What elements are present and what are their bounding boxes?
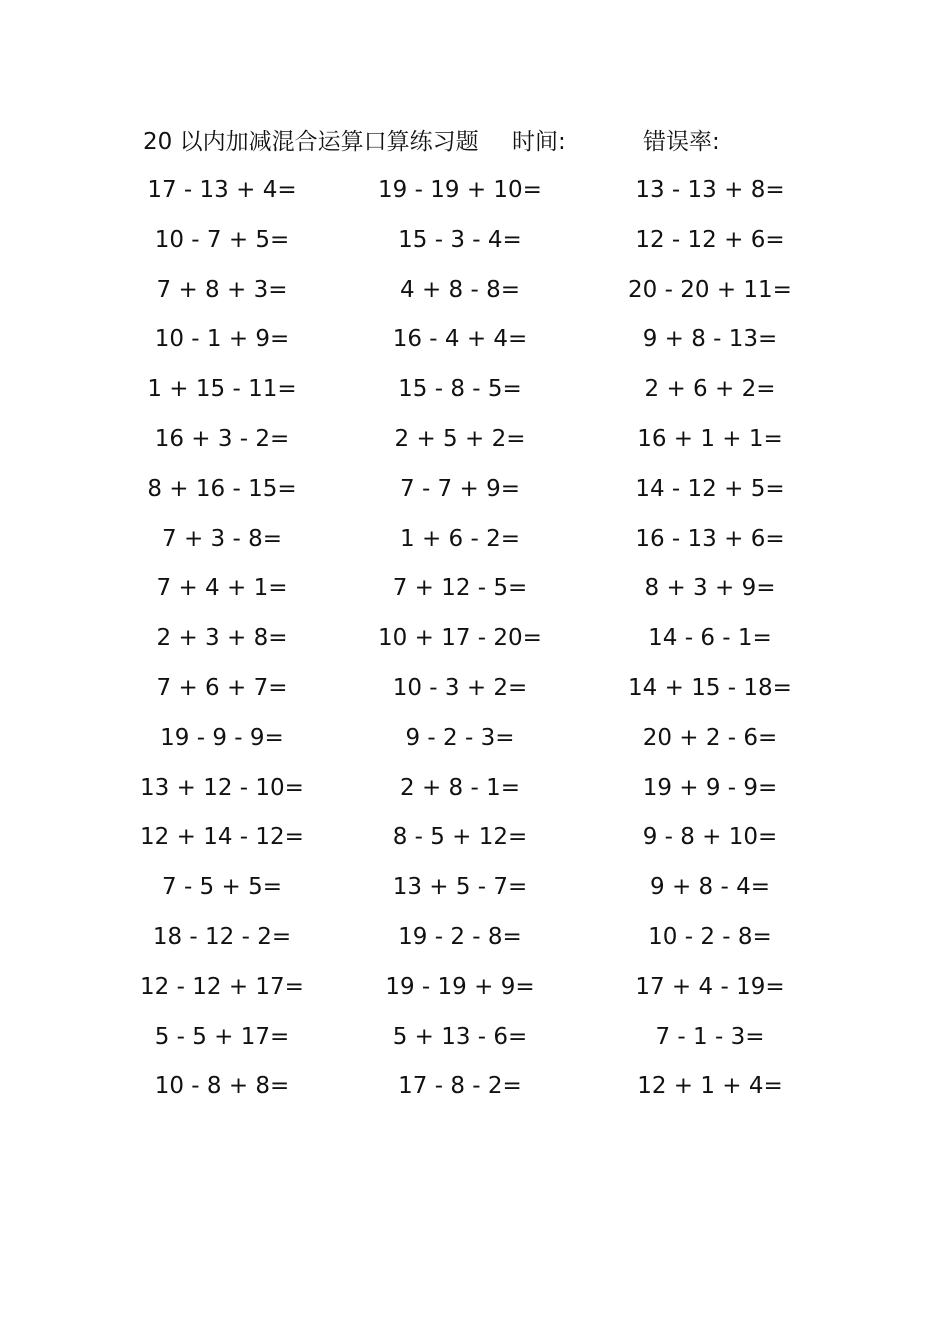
problem-item: 16 - 4 + 4= [392,326,528,353]
problem-row [0,718,950,758]
problem-row [0,1017,950,1057]
problem-item: 19 - 9 - 9= [160,724,284,751]
problem-row [0,1066,950,1106]
problem-item: 19 - 2 - 8= [398,924,522,950]
problem-item: 10 + 17 - 20= [378,625,542,652]
problem-item: 20 + 2 - 6= [642,724,778,751]
problem-item: 16 - 13 + 6= [635,525,785,552]
problem-item: 8 + 3 + 9= [644,575,776,602]
problem-item: 12 + 14 - 12= [140,824,304,851]
problem-row [0,917,950,957]
problem-item: 10 - 7 + 5= [154,226,290,253]
problem-row [0,319,950,359]
problem-item: 14 - 6 - 1= [648,625,772,652]
problem-item: 7 + 6 + 7= [156,675,288,701]
problem-row [0,220,950,260]
problem-item: 10 - 3 + 2= [392,675,528,701]
problem-row [0,419,950,459]
worksheet-header [0,124,950,160]
problem-row [0,817,950,857]
problem-item: 9 - 8 + 10= [642,824,778,851]
problem-item: 7 - 7 + 9= [400,475,520,502]
problem-item: 1 + 6 - 2= [400,525,520,552]
problem-item: 18 - 12 - 2= [152,924,292,950]
problem-item: 8 + 16 - 15= [147,475,297,502]
problem-item: 19 - 19 + 10= [378,177,542,203]
problem-item: 12 + 1 + 4= [637,1073,783,1100]
problem-row [0,270,950,310]
problem-item: 13 + 5 - 7= [392,874,528,901]
problem-item: 17 - 8 - 2= [398,1073,522,1100]
problem-item: 9 + 8 - 4= [650,874,770,901]
problem-item: 7 + 3 - 8= [162,525,282,552]
problem-item: 8 - 5 + 12= [392,824,528,851]
problem-item: 12 - 12 + 17= [140,973,304,1000]
problem-item: 2 + 6 + 2= [644,376,776,403]
problem-row [0,369,950,409]
problem-item: 13 - 13 + 8= [635,177,785,203]
problem-item: 9 + 8 - 13= [642,326,778,353]
problem-row [0,568,950,608]
problem-item: 17 - 13 + 4= [147,177,297,203]
problem-item: 9 - 2 - 3= [405,724,515,751]
problem-row [0,469,950,509]
problem-item: 4 + 8 - 8= [400,276,520,303]
problem-item: 12 - 12 + 6= [635,226,785,253]
problem-item: 7 + 4 + 1= [156,575,288,602]
problem-row [0,768,950,808]
problem-item: 19 + 9 - 9= [642,774,778,801]
time-label: 时间: [512,129,566,155]
problem-item: 7 + 8 + 3= [156,276,288,303]
problem-row [0,668,950,708]
problem-item: 10 - 2 - 8= [648,924,772,950]
problem-item: 15 - 8 - 5= [398,376,522,403]
problem-item: 14 + 15 - 18= [628,675,792,701]
problem-item: 7 + 12 - 5= [392,575,528,602]
problem-item: 17 + 4 - 19= [635,973,785,1000]
problem-item: 1 + 15 - 11= [147,376,297,403]
problem-item: 20 - 20 + 11= [628,276,792,303]
problem-item: 7 - 5 + 5= [162,874,282,901]
problem-item: 16 + 3 - 2= [154,426,290,452]
error-rate-label: 错误率: [643,129,720,155]
problem-item: 2 + 5 + 2= [394,426,526,452]
problem-item: 10 - 8 + 8= [154,1073,290,1100]
problem-row [0,618,950,658]
problem-item: 2 + 3 + 8= [156,625,288,652]
problem-item: 5 + 13 - 6= [392,1023,528,1050]
problem-item: 16 + 1 + 1= [637,426,783,452]
problem-item: 2 + 8 - 1= [400,774,520,801]
problem-item: 5 - 5 + 17= [154,1023,290,1050]
problem-row [0,170,950,210]
problem-row [0,867,950,907]
worksheet-title: 20 以内加减混合运算口算练习题 [143,129,479,155]
problem-row [0,519,950,559]
problem-item: 13 + 12 - 10= [140,774,304,801]
problem-item: 14 - 12 + 5= [635,475,785,502]
problem-item: 10 - 1 + 9= [154,326,290,353]
problem-item: 15 - 3 - 4= [398,226,522,253]
problem-row [0,967,950,1007]
problem-item: 7 - 1 - 3= [655,1023,765,1050]
problem-item: 19 - 19 + 9= [385,973,535,1000]
